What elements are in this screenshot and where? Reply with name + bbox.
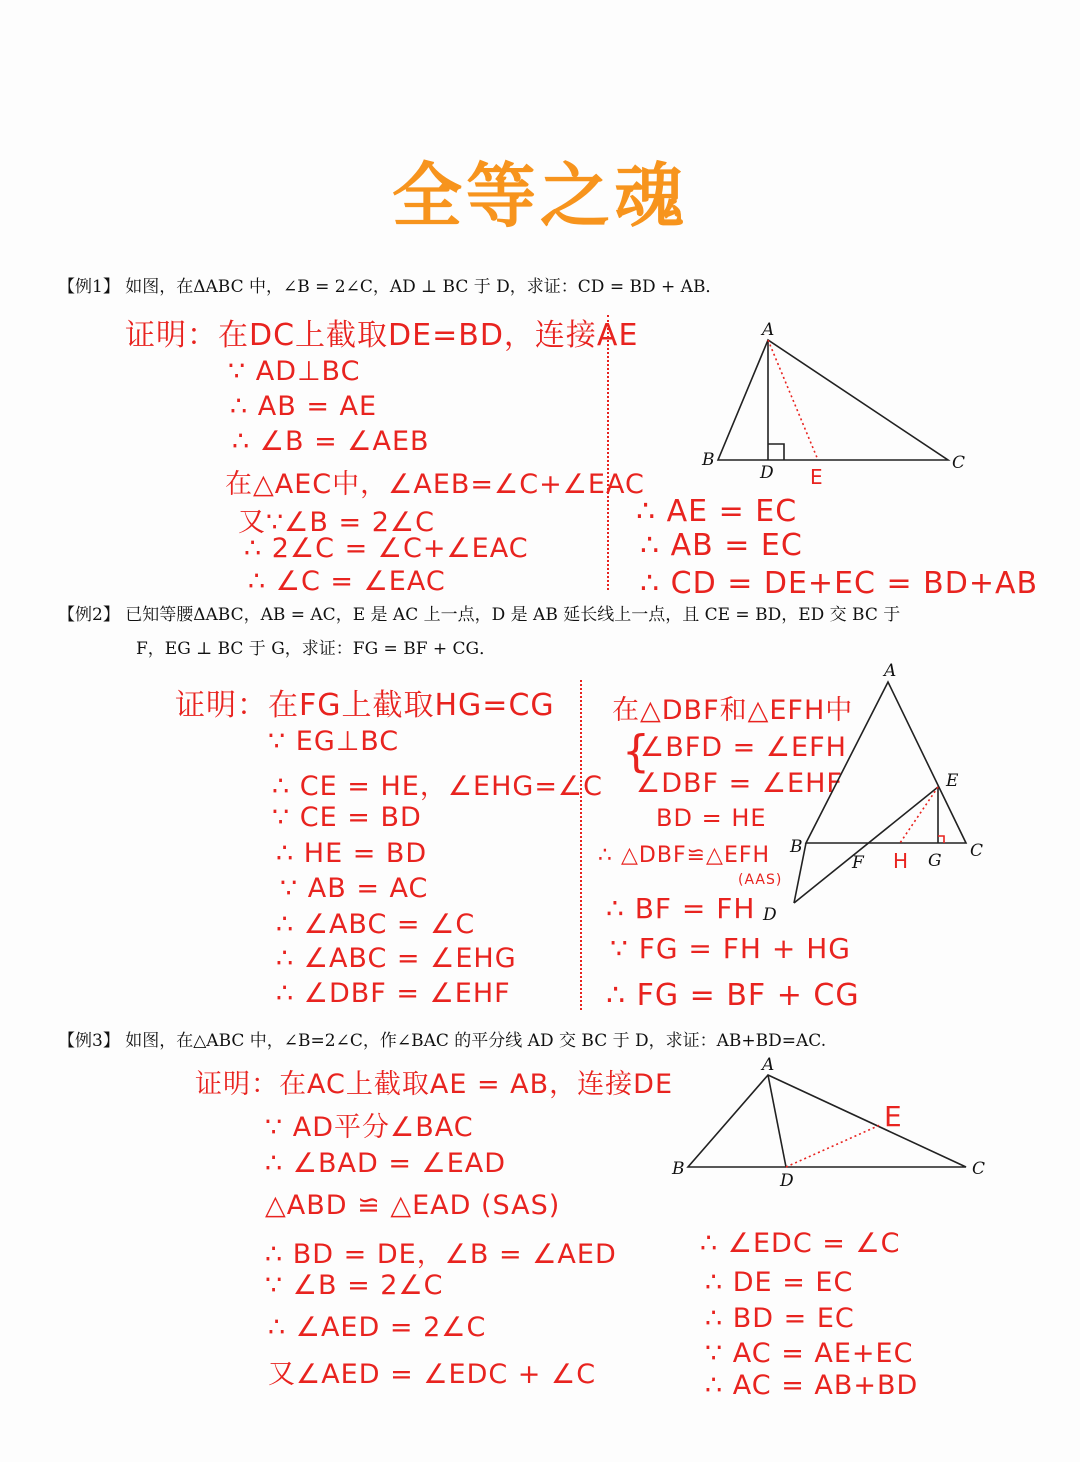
ex1-proof-line: ∴ AB = EC <box>640 528 803 563</box>
label-D: D <box>760 463 774 483</box>
ex2-proof-line: ∵ AB = AC <box>280 873 429 904</box>
ex2-proof-line: 证明：在FG上截取HG=CG <box>175 688 555 723</box>
ex3-proof-line: △ABD ≌ △EAD (SAS) <box>265 1190 561 1221</box>
ex2-proof-line: (AAS) <box>738 872 783 888</box>
figure-1 <box>718 340 948 460</box>
label-F: F <box>852 853 864 873</box>
ex3-proof-line: 证明：在AC上截取AE = AB，连接DE <box>195 1069 674 1100</box>
ex2-proof-line: ∴ FG = BF + CG <box>606 978 860 1013</box>
ex2-proof-line: ∴ BF = FH <box>606 892 756 925</box>
label-C: C <box>952 453 966 473</box>
ex2-proof-line: ∠DBF = ∠EHF <box>636 768 843 799</box>
example-1-problem: 【例1】 如图，在ΔABC 中，∠B = 2∠C，AD ⊥ BC 于 D，求证：CD = BD + AB． <box>58 277 723 297</box>
ex3-proof-line: ∴ ∠AED = 2∠C <box>268 1312 487 1343</box>
ex1-proof-line: ∵ AD⊥BC <box>228 356 361 387</box>
ex2-proof-line: ∴ ∠ABC = ∠C <box>276 909 476 940</box>
ex1-proof-line: ∴ AE = EC <box>636 494 798 529</box>
ex3-proof-line: ∴ ∠EDC = ∠C <box>700 1228 901 1259</box>
ex3-proof-line: ∴ BD = EC <box>705 1303 855 1334</box>
example-2-problem: 【例2】 已知等腰ΔABC，AB = AC，E 是 AC 上一点，D 是 AB 延长线上一点，且 CE = BD，ED 交 BC 于 <box>58 605 901 625</box>
ex1-proof-line: ∴ CD = DE+EC = BD+AB <box>640 566 1039 601</box>
figure-3 <box>688 1075 966 1167</box>
label-D: D <box>763 905 777 925</box>
label-C: C <box>970 841 984 861</box>
ex3-proof-line: ∴ ∠BAD = ∠EAD <box>265 1148 507 1179</box>
label-A: A <box>884 661 897 681</box>
ex3-proof-line: ∵ ∠B = 2∠C <box>265 1270 444 1301</box>
ex2-proof-line: ∵ EG⊥BC <box>268 726 400 757</box>
ex2-proof-line: BD = HE <box>656 804 767 832</box>
ex2-proof-line: ∴ ∠ABC = ∠EHG <box>276 943 517 974</box>
ex3-proof-line: ∴ BD = DE，∠B = ∠AED <box>265 1239 617 1270</box>
label-B: B <box>702 450 715 470</box>
label-D: D <box>780 1171 794 1191</box>
ex1-proof-line: 又∵∠B = 2∠C <box>238 507 435 538</box>
page-title: 全等之魂 <box>392 155 688 237</box>
ex3-proof-line: ∴ DE = EC <box>705 1267 854 1298</box>
label-B: B <box>672 1159 685 1179</box>
ex2-proof-line: ∴ ∠DBF = ∠EHF <box>276 978 511 1009</box>
brace: { <box>622 726 651 777</box>
ex2-proof-line: 在△DBF和△EFH中 <box>612 695 854 726</box>
label-B: B <box>790 837 803 857</box>
ex3-proof-line: 又∠AED = ∠EDC + ∠C <box>268 1359 597 1390</box>
ex3-proof-line: ∴ AC = AB+BD <box>705 1370 919 1401</box>
label-E: E <box>946 771 959 791</box>
label-A: A <box>762 320 775 340</box>
label-H: H <box>893 849 909 873</box>
ex1-proof-line: 在△AEC中，∠AEB=∠C+∠EAC <box>225 469 645 500</box>
ex2-proof-line: ∵ CE = BD <box>272 802 422 833</box>
ex2-proof-line: ∵ FG = FH + HG <box>610 932 851 965</box>
ex2-proof-line: ∴ CE = HE，∠EHG=∠C <box>272 771 603 802</box>
ex1-proof-line: 证明：在DC上截取DE=BD，连接AE <box>125 318 639 353</box>
ex2-proof-line: ∠BFD = ∠EFH <box>640 732 847 763</box>
ex3-proof-line: ∵ AD平分∠BAC <box>265 1112 474 1143</box>
label-G: G <box>928 851 942 871</box>
ex1-proof-line: ∴ 2∠C = ∠C+∠EAC <box>244 533 529 564</box>
example-2-problem: F，EG ⊥ BC 于 G，求证：FG = BF + CG． <box>136 639 497 659</box>
ex3-proof-line: ∵ AC = AE+EC <box>705 1338 914 1369</box>
label-C: C <box>972 1159 986 1179</box>
label-E: E <box>884 1100 902 1133</box>
label-A: A <box>762 1055 775 1075</box>
ex1-proof-line: ∴ AB = AE <box>230 391 378 422</box>
ex1-proof-line: ∴ ∠C = ∠EAC <box>248 566 446 597</box>
ex2-proof-line: ∴ HE = BD <box>276 838 428 869</box>
ex2-proof-line: ∴ △DBF≌△EFH <box>598 843 771 868</box>
label-E: E <box>810 465 823 489</box>
ex1-proof-line: ∴ ∠B = ∠AEB <box>232 426 430 457</box>
example-3-problem: 【例3】 如图，在△ABC 中，∠B=2∠C，作∠BAC 的平分线 AD 交 BC 于 D，求证：AB+BD=AC. <box>58 1031 827 1051</box>
